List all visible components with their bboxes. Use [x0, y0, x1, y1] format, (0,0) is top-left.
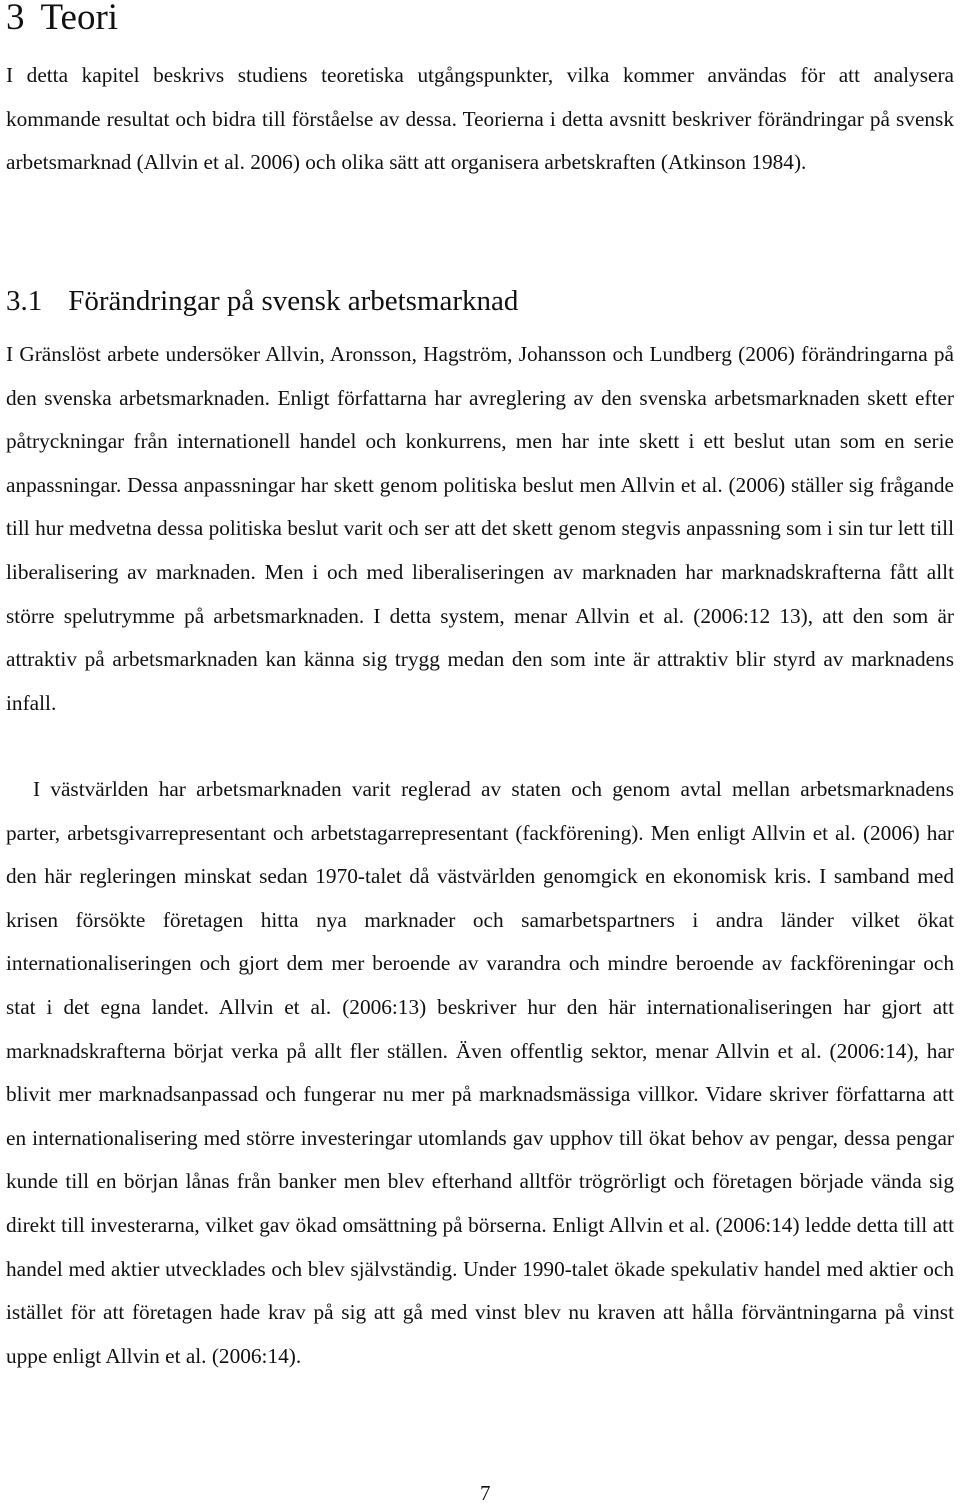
body-paragraph-2: I västvärlden har arbetsmarknaden varit reglerad av staten och genom avtal mellan arbetsmarknadens parter, arbetsgivarrepresentant och arbetstagarrepresentant (fackförening). Men enligt Allvin et al. (2006) har den här regleringen minskat sedan 1970-talet då västvärlden genomgick en ekonomisk kris. I samband med krisen försökte företagen hitta nya marknader och samarbetspartners i andra länder vilket ökat internationaliseringen och gjort dem mer beroende av varandra och mindre beroende av fackföreningar och stat i det egna landet. Allvin et al. (2006:13) beskriver hur den här internationaliseringen har gjort att marknadskrafterna börjat verka på allt fler ställen. Även offentlig sektor, menar Allvin et al. (2006:14), har blivit mer marknadsanpassad och fungerar nu mer på marknadsmässiga villkor. Vidare skriver författarna att en internationalisering med större investeringar utomlands gav upphov till ökat behov av pengar, dessa pengar kunde till en början lånas från banker men blev efterhand alltför trögrörligt och företagen började vända sig direkt till investerarna, vilket gav ökad omsättning på börserna. Enligt Allvin et al. (2006:14) ledde detta till att handel med aktier utvecklades och blev självständig. Under 1990-talet ökade spekulativ handel med aktier och istället för att företagen hade krav på sig att gå med vinst blev nu kraven att hålla förväntningarna på vinst uppe enligt Allvin et al. (2006:14).: [6, 777, 954, 1368]
chapter-number: 3: [6, 0, 25, 38]
section-number: 3.1: [6, 285, 43, 317]
section-title: Förändringar på svensk arbetsmarknad: [68, 285, 519, 317]
page-number: 7: [480, 1481, 491, 1505]
section-heading: [6, 281, 518, 321]
intro-paragraph: I detta kapitel beskrivs studiens teoretiska utgångspunkter, vilka kommer användas för att analysera kommande resultat och bidra till förståelse av dessa. Teorierna i detta avsnitt beskriver förändringar på svensk arbetsmarknad (Allvin et al. 2006) och olika sätt att organisera arbetskraften (Atkinson 1984).: [6, 63, 954, 175]
body-paragraph-1: I Gränslöst arbete undersöker Allvin, Aronsson, Hagström, Johansson och Lundberg (2006) förändringarna på den svenska arbetsmarknaden. Enligt författarna har avreglering av den svenska arbetsmarknaden skett efter påtryckningar från internationell handel och konkurrens, men har inte skett i ett beslut utan som en serie anpassningar. Dessa anpassningar har skett genom politiska beslut men Allvin et al. (2006) ställer sig frågande till hur medvetna dessa politiska beslut varit och ser att det skett genom stegvis anpassning som i sin tur lett till liberalisering av marknaden. Men i och med liberaliseringen av marknaden har marknadskrafterna fått allt större spelutrymme på arbetsmarknaden. I detta system, menar Allvin et al. (2006:12 13), att den som är attraktiv på arbetsmarknaden kan känna sig trygg medan den som inte är attraktiv blir styrd av marknadens infall.: [6, 342, 954, 715]
chapter-heading: [6, 0, 118, 40]
chapter-title: Teori: [40, 0, 119, 38]
